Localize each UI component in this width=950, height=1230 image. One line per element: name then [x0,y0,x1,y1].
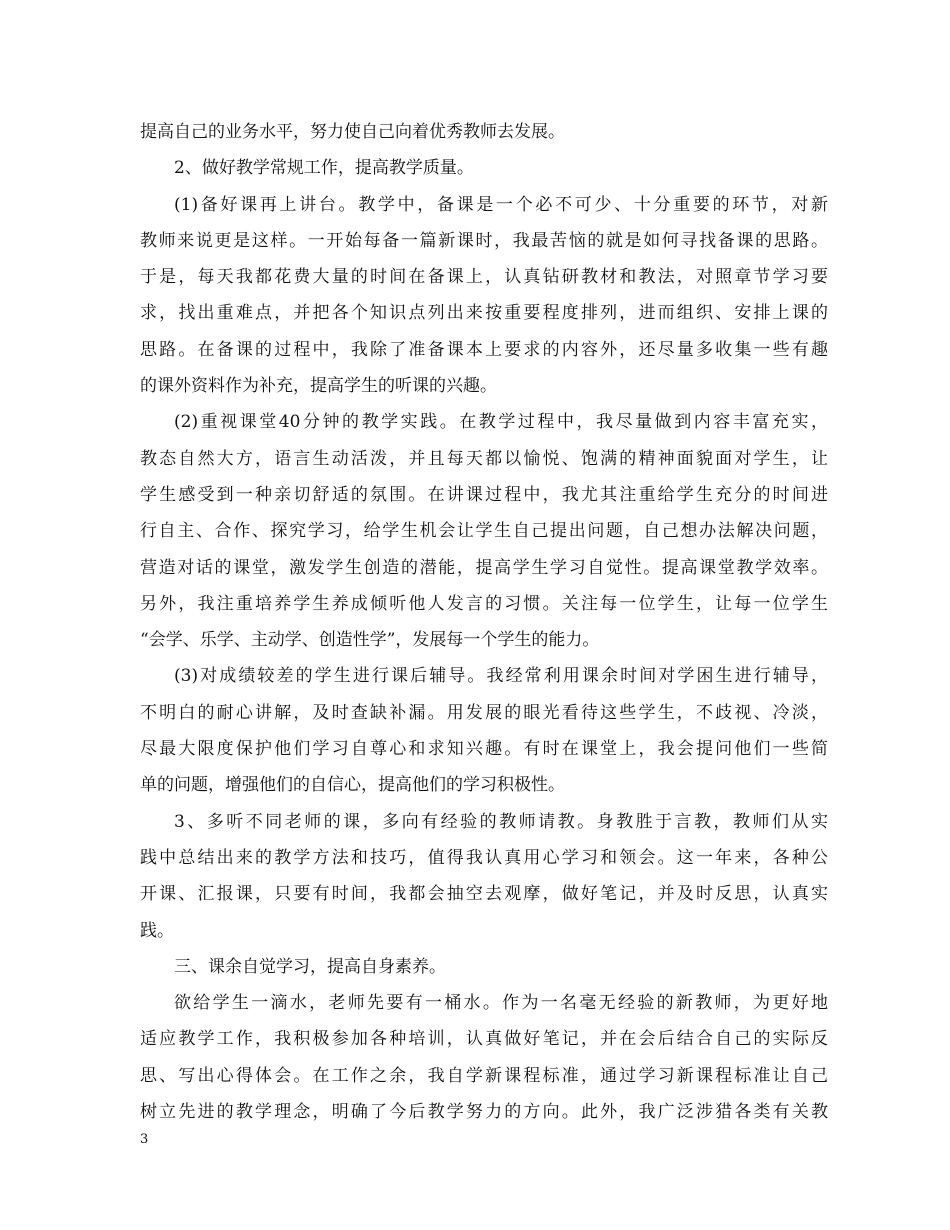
text-line: 营造对话的课堂，激发学生创造的潜能，提高学生学习自觉性。提高课堂教学效率。 [140,557,828,578]
text-line: “会学、乐学、主动学、创造性学”，发展每一个学生的能力。 [140,630,600,651]
text-line: 开课、汇报课，只要有时间，我都会抽空去观摩，做好笔记，并及时反思，认真实 [140,884,828,905]
text-line: 求，找出重难点，并把各个知识点列出来按重要程度排列，进而组织、安排上课的 [140,303,828,324]
text-line: 教师来说更是这样。一开始每备一篇新课时，我最苦恼的就是如何寻找备课的思路。 [140,230,828,251]
text-line: 单的问题，增强他们的自信心，提高他们的学习积极性。 [140,775,565,796]
text-line: 践中总结出来的教学方法和技巧，值得我认真用心学习和领会。这一年来，各种公 [140,847,828,868]
text-line: 教态自然大方，语言生动活泼，并且每天都以愉悦、饱满的精神面貌面对学生，让 [140,448,828,469]
text-line: 适应教学工作，我积极参加各种培训，认真做好笔记，并在会后结合自己的实际反 [140,1029,828,1050]
text-line: (2)重视课堂40分钟的教学实践。在教学过程中，我尽量做到内容丰富充实， [174,412,828,433]
page-number: 3 [140,1132,149,1147]
text-line: 思路。在备课的过程中，我除了准备课本上要求的内容外，还尽量多收集一些有趣 [140,339,828,360]
text-line: 另外，我注重培养学生养成倾听他人发言的习惯。关注每一位学生，让每一位学生 [140,593,828,614]
text-line: 2、做好教学常规工作，提高教学质量。 [174,158,474,179]
text-line: 不明白的耐心讲解，及时查缺补漏。用发展的眼光看待这些学生，不歧视、冷淡， [140,702,828,723]
body-text [140,114,828,1130]
text-line: 的课外资料作为补充，提高学生的听课的兴趣。 [140,376,497,397]
text-line: (3)对成绩较差的学生进行课后辅导。我经常利用课余时间对学困生进行辅导， [174,666,828,687]
text-line: 提高自己的业务水平，努力使自己向着优秀教师去发展。 [140,122,565,142]
text-line: 尽最大限度保护他们学习自尊心和求知兴趣。有时在课堂上，我会提问他们一些简 [140,739,828,760]
text-line: 三、课余自觉学习，提高自身素养。 [174,956,446,977]
text-line: 践。 [140,920,174,941]
text-line: 行自主、合作、探究学习，给学生机会让学生自己提出问题，自己想办法解决问题， [140,521,828,542]
text-line: 学生感受到一种亲切舒适的氛围。在讲课过程中，我尤其注重给学生充分的时间进 [140,484,828,505]
text-line: 于是，每天我都花费大量的时间在备课上，认真钻研教材和教法，对照章节学习要 [140,267,828,288]
text-line: 思、写出心得体会。在工作之余，我自学新课程标准，通过学习新课程标准让自己 [140,1065,828,1086]
text-line: 3、多听不同老师的课，多向有经验的教师请教。身教胜于言教，教师们从实 [174,811,828,832]
text-line: 欲给学生一滴水，老师先要有一桶水。作为一名毫无经验的新教师，为更好地 [174,993,828,1014]
text-line: 树立先进的教学理念，明确了今后教学努力的方向。此外，我广泛涉猎各类有关教 [140,1102,828,1123]
text-line: (1)备好课再上讲台。教学中，备课是一个必不可少、十分重要的环节，对新 [174,194,828,215]
